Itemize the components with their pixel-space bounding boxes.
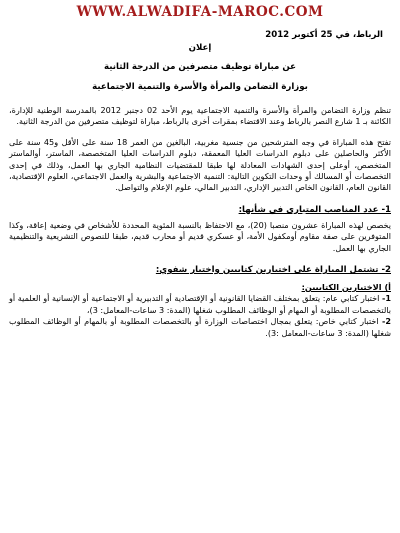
exam-item-2 (9, 316, 391, 339)
section-2-title: 2- تشتمل المباراة على اختبارين كتابيين واختبار شفوي: (155, 265, 391, 276)
announcement-document (9, 30, 391, 339)
exam-item-2-number: 2- (381, 316, 391, 327)
section-2-heading (9, 264, 391, 276)
section-1-heading (9, 204, 391, 216)
watermark: WWW.ALWADIFA-MAROC.COM (76, 4, 324, 20)
eligibility-paragraph: تفتح هذه المباراة في وجه المترشحين من جنسية مغربية، البالغين من العمر 18 سنة على الأقل و45 سنة على الأكثر والحاصلين على دبلوم الدراسات العليا المعمقة، دبلوم الدراسات العليا المتخصصة، الماستر، أوالماستر المتخصص، أوعلى إحدى الشهادات المعادلة لها طبقا للمقتضيات النظامية الجاري بها العمل، وذلك في إحدى التخصصات أو المسالك أو وحدات التكوين التالية: التنمية الاجتماعية والبشرية والعمل الاجتماعي، العلوم الإقتصادية، القانون العام، القانون الخاص التدبير الإداري، التدبير المالي، علوم الإعلام والتواصل. (9, 136, 392, 193)
section-1-title: 1- عدد المناصب المتبارى في شأنها: (238, 204, 391, 215)
exam-item-1-number: 1- (382, 293, 392, 304)
written-exams-subheading (9, 282, 391, 293)
announcement-heading: إعلان (188, 43, 212, 53)
intro-paragraph: تنظم وزارة التضامن والمرأة والأسرة والتنمية الاجتماعية يوم الأحد 02 دجنبر 2012 بالمدرسة الوطنية للإدارة، الكائنة بـ 1 شارع النصر بالرباط وعند الاقتضاء بمقرات أخرى بالرباط، مباراة لتوظيف متصرفين من الدرجة الثانية. (9, 105, 391, 127)
title-line-1: عن مباراة توظيف متصرفين من الدرجة الثانية (104, 62, 296, 72)
exam-item-1-text: اختبار كتابي عام: يتعلق بمختلف القضايا القانونية أو الإقتصادية أو التدبيرية أو الاجتماعية أو الإنسانية أو العلمية أو بالتخصصات المطلوبة أو المهام أو الوظائف المطلوب شغلها (المدة: 3 ساعات-المعامل: 3)، (9, 293, 391, 315)
exam-item-1 (9, 293, 391, 316)
exam-item-2-text: اختبار كتابي خاص: يتعلق بمجال اختصاصات الوزارة أو بالتخصصات المطلوبة أو بالمهام أو الوظائف المطلوب شغلها (المدة: 3 ساعات-المعامل :3). (9, 316, 391, 338)
title-line-2: بوزارة التضامن والمرأة والأسرة والتنمية الاجتماعية (92, 82, 308, 92)
date-line: الرباط، في 25 أكتوبر 2012 (265, 30, 383, 40)
section-1-body: يخصص لهذه المباراة عشرون منصبا (20)، مع الاحتفاظ بالنسبة المئوية المحددة للأشخاص في وضعية إعاقة، وكذا المتوفرين على صفة مقاوم أومكفول الأمة، أو عسكري قديم أو محارب قديم، طبقا للنصوص التشريعية والتنظيمية الجاري بها العمل. (9, 219, 391, 253)
written-exams-label: أ) الاختبارين الكتابيين: (301, 282, 391, 293)
